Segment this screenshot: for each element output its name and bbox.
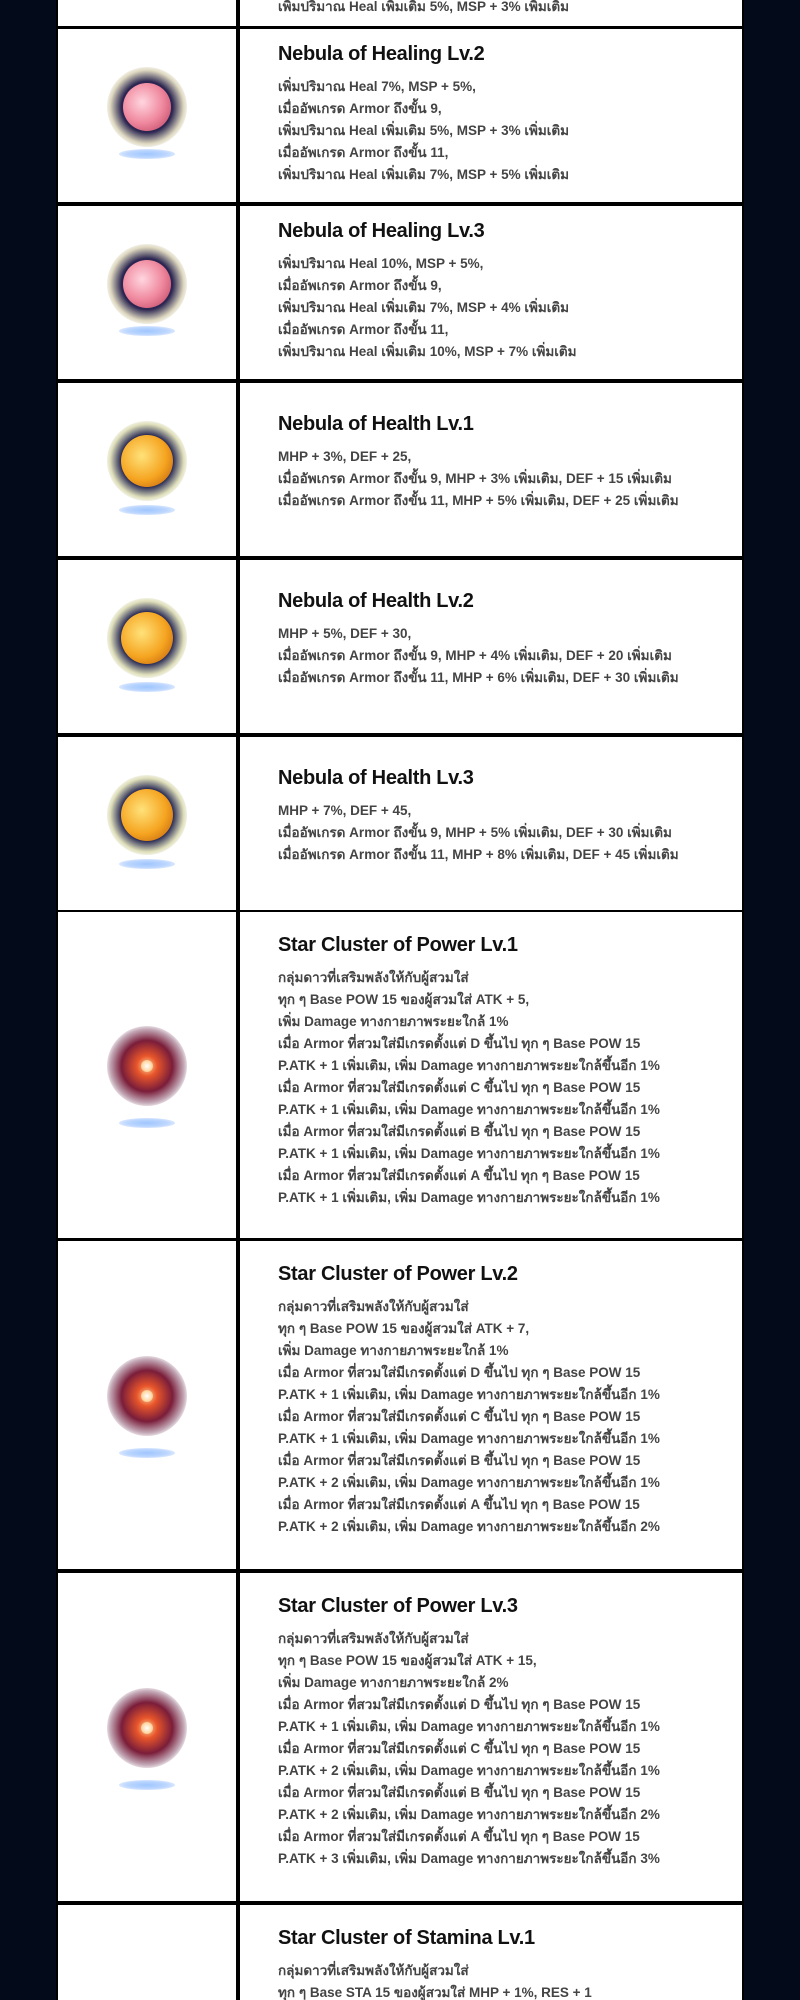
item-list-table bbox=[56, 0, 744, 2000]
description-line: ทุก ๆ Base POW 15 ของผู้สวมใส่ ATK + 5, bbox=[278, 992, 530, 1007]
icon-cell bbox=[58, 1241, 236, 1569]
description-cell bbox=[240, 206, 742, 379]
description-line: ทุก ๆ Base POW 15 ของผู้สวมใส่ ATK + 15, bbox=[278, 1653, 537, 1668]
power-star-cluster-icon bbox=[97, 1682, 197, 1792]
description-line: กลุ่มดาวที่เสริมพลังให้กับผู้สวมใส่ bbox=[278, 1963, 469, 1978]
description-line: เมื่อ Armor ที่สวมใส่มีเกรดตั้งแต่ B ขึ้นไป ทุก ๆ Base POW 15 bbox=[278, 1124, 641, 1139]
description-line: เมื่ออัพเกรด Armor ถึงขั้น 11, bbox=[278, 145, 449, 160]
icon-cell bbox=[58, 383, 236, 556]
description-line: เมื่อ Armor ที่สวมใส่มีเกรดตั้งแต่ D ขึ้นไป ทุก ๆ Base POW 15 bbox=[278, 1697, 641, 1712]
description-line: กลุ่มดาวที่เสริมพลังให้กับผู้สวมใส่ bbox=[278, 1299, 469, 1314]
description-line: P.ATK + 1 เพิ่มเติม, เพิ่ม Damage ทางกายภาพระยะใกล้ขึ้นอีก 1% bbox=[278, 1058, 660, 1073]
description-line: P.ATK + 1 เพิ่มเติม, เพิ่ม Damage ทางกายภาพระยะใกล้ขึ้นอีก 1% bbox=[278, 1431, 660, 1446]
description-cell bbox=[240, 1573, 742, 1901]
table-row bbox=[56, 912, 744, 1238]
item-title: Nebula of Health Lv.3 bbox=[278, 767, 474, 789]
description-line: กลุ่มดาวที่เสริมพลังให้กับผู้สวมใส่ bbox=[278, 1631, 469, 1646]
icon-cell bbox=[58, 1905, 236, 2000]
description-line: P.ATK + 2 เพิ่มเติม, เพิ่ม Damage ทางกายภาพระยะใกล้ขึ้นอีก 1% bbox=[278, 1475, 660, 1490]
description-line: เมื่อ Armor ที่สวมใส่มีเกรดตั้งแต่ C ขึ้นไป ทุก ๆ Base POW 15 bbox=[278, 1409, 641, 1424]
description-line: P.ATK + 2 เพิ่มเติม, เพิ่ม Damage ทางกายภาพระยะใกล้ขึ้นอีก 2% bbox=[278, 1807, 660, 1822]
description-line: MHP + 5%, DEF + 30, bbox=[278, 626, 412, 641]
description-line: เมื่ออัพเกรด Armor ถึงขั้น 9, MHP + 5% เพิ่มเติม, DEF + 30 เพิ่มเติม bbox=[278, 825, 672, 840]
description-line: เพิ่มปริมาณ Heal เพิ่มเติม 10%, MSP + 7% เพิ่มเติม bbox=[278, 344, 577, 359]
table-row bbox=[56, 1573, 744, 1901]
power-star-cluster-icon bbox=[97, 1020, 197, 1130]
description-cell bbox=[240, 560, 742, 733]
item-title: Star Cluster of Power Lv.1 bbox=[278, 934, 518, 956]
item-title: Nebula of Health Lv.1 bbox=[278, 413, 474, 435]
item-title: Star Cluster of Power Lv.2 bbox=[278, 1263, 518, 1285]
description-line: เพิ่มปริมาณ Heal 10%, MSP + 5%, bbox=[278, 256, 484, 271]
table-row bbox=[56, 737, 744, 910]
description-line: เมื่ออัพเกรด Armor ถึงขั้น 9, MHP + 3% เพิ่มเติม, DEF + 15 เพิ่มเติม bbox=[278, 471, 672, 486]
health-orb-icon bbox=[97, 415, 197, 525]
description-line: ทุก ๆ Base POW 15 ของผู้สวมใส่ ATK + 7, bbox=[278, 1321, 530, 1336]
description-line: เมื่ออัพเกรด Armor ถึงขั้น 11, MHP + 6% เพิ่มเติม, DEF + 30 เพิ่มเติม bbox=[278, 670, 679, 685]
table-row bbox=[56, 0, 744, 26]
item-title: Nebula of Healing Lv.2 bbox=[278, 43, 485, 65]
health-orb-icon bbox=[97, 592, 197, 702]
description-line: MHP + 7%, DEF + 45, bbox=[278, 803, 412, 818]
description-line: เมื่ออัพเกรด Armor ถึงขั้น 11, MHP + 5% เพิ่มเติม, DEF + 25 เพิ่มเติม bbox=[278, 493, 679, 508]
description-cell bbox=[240, 1241, 742, 1569]
description-line: กลุ่มดาวที่เสริมพลังให้กับผู้สวมใส่ bbox=[278, 970, 469, 985]
description-line: เพิ่มปริมาณ Heal เพิ่มเติม 5%, MSP + 3% เพิ่มเติม bbox=[278, 0, 570, 14]
description-line: เมื่ออัพเกรด Armor ถึงขั้น 9, bbox=[278, 101, 442, 116]
description-cell bbox=[240, 383, 742, 556]
description-line: เพิ่ม Damage ทางกายภาพระยะใกล้ 2% bbox=[278, 1675, 509, 1690]
description-cell bbox=[240, 29, 742, 202]
item-title: Star Cluster of Power Lv.3 bbox=[278, 1595, 518, 1617]
description-line: P.ATK + 1 เพิ่มเติม, เพิ่ม Damage ทางกายภาพระยะใกล้ขึ้นอีก 1% bbox=[278, 1719, 660, 1734]
description-line: เมื่อ Armor ที่สวมใส่มีเกรดตั้งแต่ A ขึ้นไป ทุก ๆ Base POW 15 bbox=[278, 1497, 640, 1512]
description-line: เมื่อ Armor ที่สวมใส่มีเกรดตั้งแต่ A ขึ้นไป ทุก ๆ Base POW 15 bbox=[278, 1168, 640, 1183]
icon-cell bbox=[58, 0, 236, 26]
description-line: เมื่อ Armor ที่สวมใส่มีเกรดตั้งแต่ D ขึ้นไป ทุก ๆ Base POW 15 bbox=[278, 1036, 641, 1051]
table-row bbox=[56, 1905, 744, 2000]
icon-cell bbox=[58, 1573, 236, 1901]
description-line: เมื่ออัพเกรด Armor ถึงขั้น 9, MHP + 4% เพิ่มเติม, DEF + 20 เพิ่มเติม bbox=[278, 648, 672, 663]
description-line: เมื่อ Armor ที่สวมใส่มีเกรดตั้งแต่ D ขึ้นไป ทุก ๆ Base POW 15 bbox=[278, 1365, 641, 1380]
description-line: เพิ่มปริมาณ Heal เพิ่มเติม 7%, MSP + 5% เพิ่มเติม bbox=[278, 167, 570, 182]
description-line: เมื่อ Armor ที่สวมใส่มีเกรดตั้งแต่ A ขึ้นไป ทุก ๆ Base POW 15 bbox=[278, 1829, 640, 1844]
description-cell bbox=[240, 737, 742, 910]
item-title: Nebula of Health Lv.2 bbox=[278, 590, 474, 612]
description-line: P.ATK + 1 เพิ่มเติม, เพิ่ม Damage ทางกายภาพระยะใกล้ขึ้นอีก 1% bbox=[278, 1387, 660, 1402]
description-cell bbox=[240, 1905, 742, 2000]
power-star-cluster-icon bbox=[97, 1350, 197, 1460]
icon-cell bbox=[58, 912, 236, 1238]
description-line: เพิ่มปริมาณ Heal เพิ่มเติม 5%, MSP + 3% เพิ่มเติม bbox=[278, 123, 570, 138]
table-row bbox=[56, 560, 744, 733]
description-line: MHP + 3%, DEF + 25, bbox=[278, 449, 412, 464]
description-line: P.ATK + 2 เพิ่มเติม, เพิ่ม Damage ทางกายภาพระยะใกล้ขึ้นอีก 1% bbox=[278, 1763, 660, 1778]
description-line: เมื่อ Armor ที่สวมใส่มีเกรดตั้งแต่ B ขึ้นไป ทุก ๆ Base POW 15 bbox=[278, 1453, 641, 1468]
healing-orb-icon bbox=[97, 61, 197, 171]
table-row bbox=[56, 29, 744, 202]
description-cell bbox=[240, 0, 742, 26]
description-line: เพิ่มปริมาณ Heal เพิ่มเติม 7%, MSP + 4% เพิ่มเติม bbox=[278, 300, 570, 315]
table-row bbox=[56, 383, 744, 556]
description-line: P.ATK + 1 เพิ่มเติม, เพิ่ม Damage ทางกายภาพระยะใกล้ขึ้นอีก 1% bbox=[278, 1102, 660, 1117]
healing-orb-icon bbox=[97, 238, 197, 348]
description-line: P.ATK + 2 เพิ่มเติม, เพิ่ม Damage ทางกายภาพระยะใกล้ขึ้นอีก 2% bbox=[278, 1519, 660, 1534]
description-line: เมื่ออัพเกรด Armor ถึงขั้น 11, MHP + 8% เพิ่มเติม, DEF + 45 เพิ่มเติม bbox=[278, 847, 679, 862]
description-line: เมื่อ Armor ที่สวมใส่มีเกรดตั้งแต่ C ขึ้นไป ทุก ๆ Base POW 15 bbox=[278, 1080, 641, 1095]
description-line: ทุก ๆ Base STA 15 ของผู้สวมใส่ MHP + 1%, RES + 1 bbox=[278, 1985, 592, 2000]
item-title: Star Cluster of Stamina Lv.1 bbox=[278, 1927, 535, 1949]
description-line: เพิ่ม Damage ทางกายภาพระยะใกล้ 1% bbox=[278, 1014, 509, 1029]
description-line: P.ATK + 3 เพิ่มเติม, เพิ่ม Damage ทางกายภาพระยะใกล้ขึ้นอีก 3% bbox=[278, 1851, 660, 1866]
description-cell bbox=[240, 912, 742, 1238]
icon-cell bbox=[58, 560, 236, 733]
icon-cell bbox=[58, 29, 236, 202]
description-line: เพิ่ม Damage ทางกายภาพระยะใกล้ 1% bbox=[278, 1343, 509, 1358]
table-row bbox=[56, 206, 744, 379]
description-line: P.ATK + 1 เพิ่มเติม, เพิ่ม Damage ทางกายภาพระยะใกล้ขึ้นอีก 1% bbox=[278, 1146, 660, 1161]
description-line: เมื่ออัพเกรด Armor ถึงขั้น 11, bbox=[278, 322, 449, 337]
health-orb-icon bbox=[97, 769, 197, 879]
description-line: เพิ่มปริมาณ Heal 7%, MSP + 5%, bbox=[278, 79, 476, 94]
description-line: เมื่อ Armor ที่สวมใส่มีเกรดตั้งแต่ C ขึ้นไป ทุก ๆ Base POW 15 bbox=[278, 1741, 641, 1756]
description-line: เมื่อ Armor ที่สวมใส่มีเกรดตั้งแต่ B ขึ้นไป ทุก ๆ Base POW 15 bbox=[278, 1785, 641, 1800]
icon-cell bbox=[58, 206, 236, 379]
icon-cell bbox=[58, 737, 236, 910]
description-line: P.ATK + 1 เพิ่มเติม, เพิ่ม Damage ทางกายภาพระยะใกล้ขึ้นอีก 1% bbox=[278, 1190, 660, 1205]
table-row bbox=[56, 1241, 744, 1569]
description-line: เมื่ออัพเกรด Armor ถึงขั้น 9, bbox=[278, 278, 442, 293]
item-title: Nebula of Healing Lv.3 bbox=[278, 220, 485, 242]
